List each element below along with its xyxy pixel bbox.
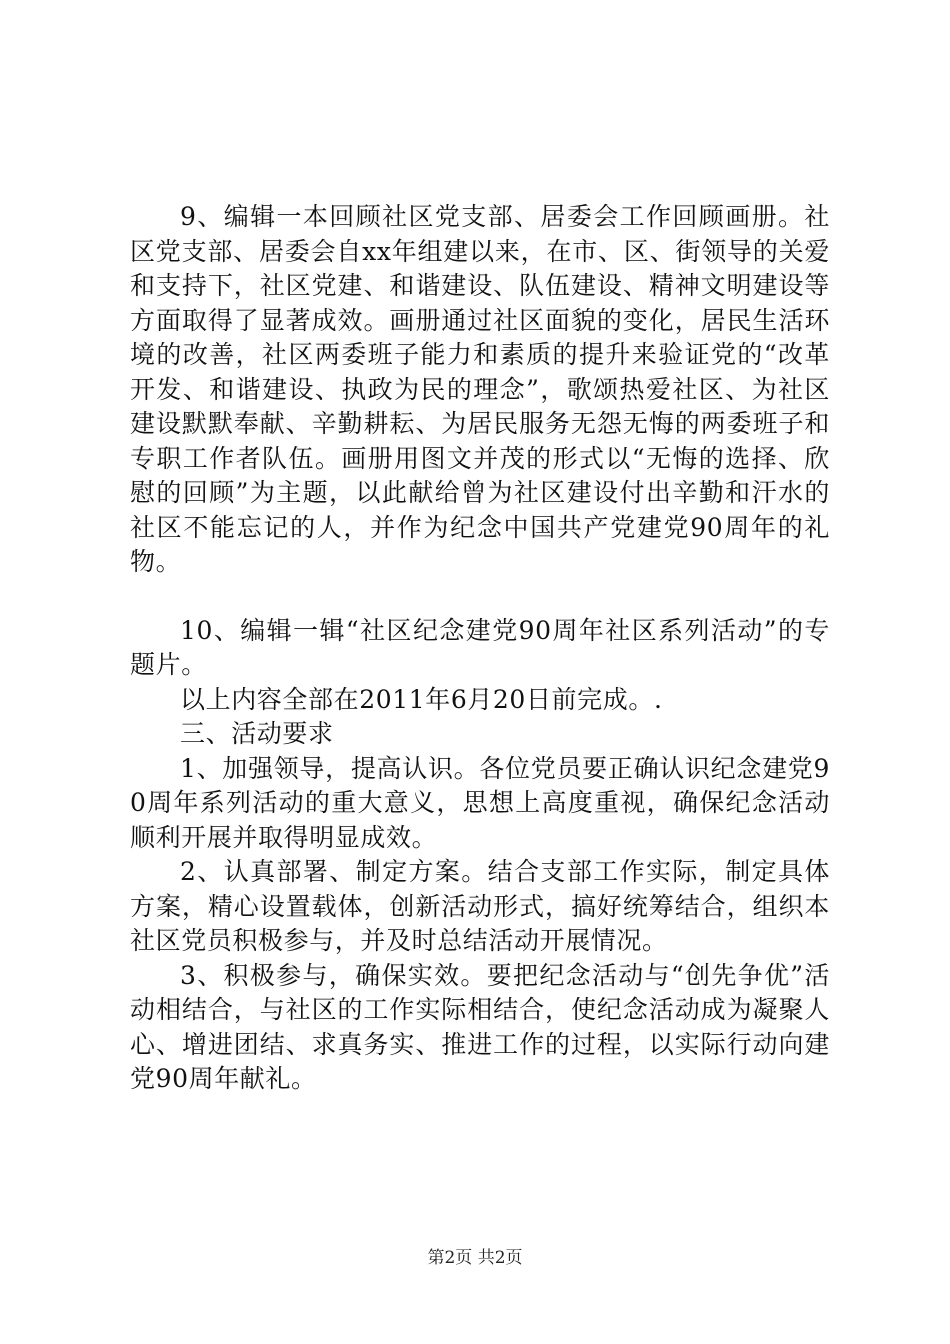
document-body <box>130 200 830 1097</box>
section-heading-requirements: 三、活动要求 <box>180 719 334 748</box>
page-footer: 第2页 共2页 <box>427 1248 523 1268</box>
paragraph-requirement-3: 3、积极参与，确保实效。要把纪念活动与“创先争优”活动相结合，与社区的工作实际相结合，使纪念活动成为凝聚人心、增进团结、求真务实、推进工作的过程，以实际行动向建党90周年献礼。 <box>130 960 830 1093</box>
paragraph-completion-note: 以上内容全部在2011年6月20日前完成。. <box>180 684 663 714</box>
paragraph-item-10: 10、编辑一辑“社区纪念建党90周年社区系列活动”的专题片。 <box>130 615 830 679</box>
paragraph-requirement-2: 2、认真部署、制定方案。结合支部工作实际，制定具体方案，精心设置载体，创新活动形式，搞好统筹结合，组织本社区党员积极参与，并及时总结活动开展情况。 <box>130 857 830 955</box>
paragraph-requirement-1: 1、加强领导，提高认识。各位党员要正确认识纪念建党90周年系列活动的重大意义，思想上高度重视，确保纪念活动顺利开展并取得明显成效。 <box>130 753 830 852</box>
paragraph-item-9: 9、编辑一本回顾社区党支部、居委会工作回顾画册。社区党支部、居委会自xx年组建以来，在市、区、街领导的关爱和支持下，社区党建、和谐建设、队伍建设、精神文明建设等方面取得了显著成效。画册通过社区面貌的变化，居民生活环境的改善，社区两委班子能力和素质的提升来验证党的“改革开发、和谐建设、执政为民的理念”，歌颂热爱社区、为社区建设默默奉献、辛勤耕耘、为居民服务无怨无悔的两委班子和专职工作者队伍。画册用图文并茂的形式以“无悔的选择、欣慰的回顾”为主题，以此献给曾为社区建设付出辛勤和汗水的社区不能忘记的人，并作为纪念中国共产党建党90周年的礼物。 <box>130 202 830 576</box>
